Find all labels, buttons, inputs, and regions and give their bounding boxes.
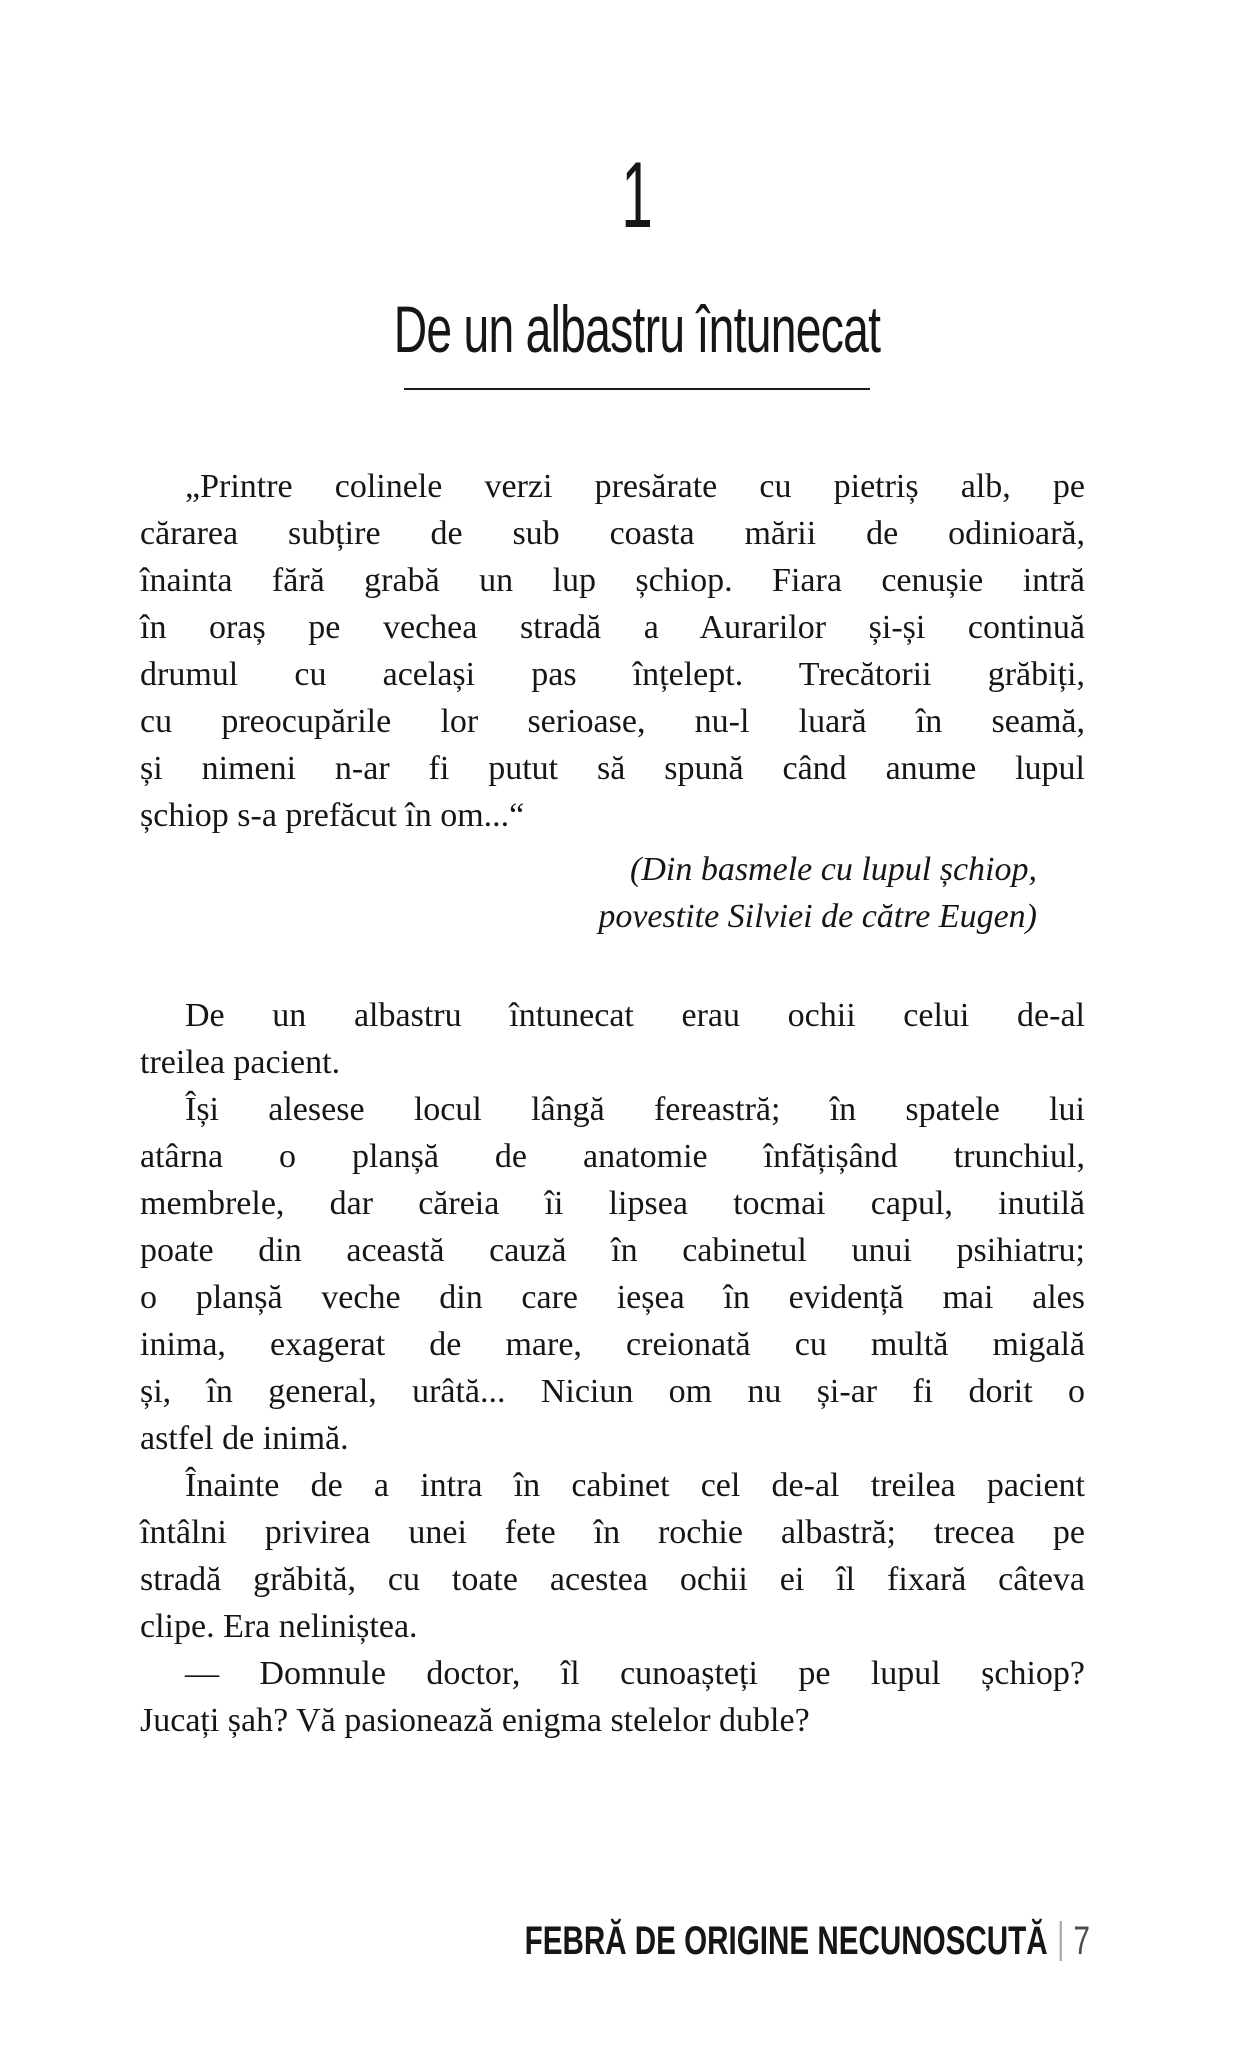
text-line: inima, exagerat de mare, creionată cu multă migală [140, 1326, 1085, 1363]
body-text [140, 992, 1085, 1744]
page-number: 7 [1073, 1919, 1090, 1963]
text-line: Înainte de a intra în cabinet cel de-al treilea pacient [185, 1467, 1085, 1504]
text-line: astfel de inimă. [140, 1420, 349, 1457]
epigraph-attribution [140, 846, 1037, 940]
text-line: membrele, dar căreia îi lipsea tocmai capul, inutilă [140, 1185, 1085, 1222]
text-line: (Din basmele cu lupul șchiop, [630, 851, 1037, 888]
text-line: stradă grăbită, cu toate acestea ochii ei îl fixară câteva [140, 1561, 1085, 1598]
text-line: cu preocupările lor serioase, nu-l luară în seamă, [140, 703, 1085, 740]
page-footer [525, 1920, 1090, 1962]
text-line: — Domnule doctor, îl cunoașteți pe lupul șchiop? [185, 1655, 1085, 1692]
running-title: FEBRĂ DE ORIGINE NECUNOSCUTĂ [524, 1919, 1048, 1963]
title-underline [404, 388, 870, 390]
text-line: poate din această cauză în cabinetul unui psihiatru; [140, 1232, 1085, 1269]
text-line: și nimeni n-ar fi putut să spună când anume lupul [140, 750, 1085, 787]
text-line: treilea pacient. [140, 1044, 341, 1081]
text-line: șchiop s-a prefăcut în om...“ [140, 797, 525, 834]
chapter-number: 1 [621, 142, 653, 247]
text-line: Jucați șah? Vă pasionează enigma stelelor duble? [140, 1702, 810, 1739]
paragraph [140, 1086, 1085, 1462]
text-line: cărarea subțire de sub coasta mării de odinioară, [140, 515, 1085, 552]
text-line: înainta fără grabă un lup șchiop. Fiara cenușie intră [140, 562, 1085, 599]
text-line: și, în general, urâtă... Niciun om nu și-ar fi dorit o [140, 1373, 1085, 1410]
chapter-title: De un albastru întunecat [393, 292, 881, 366]
text-line: atârna o planșă de anatomie înfățișând trunchiul, [140, 1138, 1085, 1175]
text-line: „Printre colinele verzi presărate cu pietriș alb, pe [185, 468, 1085, 505]
text-line: povestite Silviei de către Eugen) [598, 898, 1037, 935]
footer-divider [1059, 1921, 1061, 1961]
text-line: în oraș pe vechea stradă a Aurarilor și-și continuă [140, 609, 1085, 646]
text-line: drumul cu același pas înțelept. Trecătorii grăbiți, [140, 656, 1085, 693]
text-line: întâlni privirea unei fete în rochie albastră; trecea pe [140, 1514, 1085, 1551]
paragraph [140, 1462, 1085, 1650]
text-line: De un albastru întunecat erau ochii celui de-al [185, 997, 1085, 1034]
epigraph-quote [140, 463, 1085, 839]
paragraph [140, 992, 1085, 1086]
text-line: o planșă veche din care ieșea în evidență mai ales [140, 1279, 1085, 1316]
paragraph [140, 1650, 1085, 1744]
text-line: Își alesese locul lângă fereastră; în spatele lui [185, 1091, 1085, 1128]
text-line: clipe. Era neliniștea. [140, 1608, 418, 1645]
